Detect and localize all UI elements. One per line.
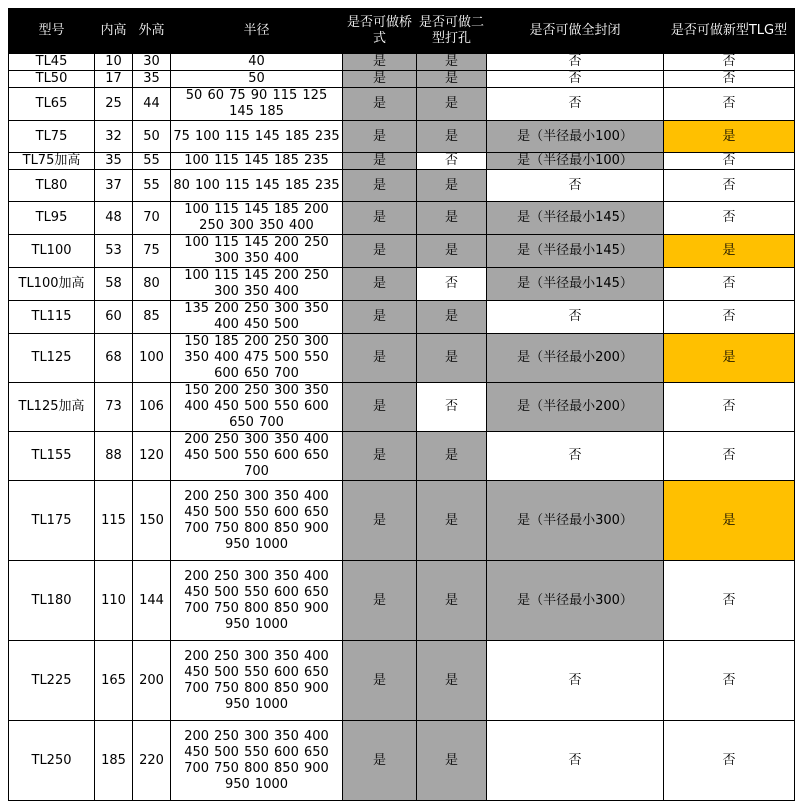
radius-cell: 50 60 75 90 115 125 145 185 — [171, 88, 343, 121]
bridge-cell: 是 — [343, 202, 417, 235]
radius-cell: 200 250 300 350 400 450 500 550 600 650 700 750 800 850 900 950 1000 — [171, 641, 343, 721]
bridge-cell: 是 — [343, 153, 417, 170]
tlg-cell: 否 — [664, 71, 795, 88]
radius-cell: 100 115 145 200 250 300 350 400 — [171, 268, 343, 301]
table-row — [9, 721, 795, 801]
type2-punch-cell: 是 — [417, 481, 487, 561]
table-row — [9, 153, 795, 170]
inner-height-cell: 68 — [95, 334, 133, 383]
tlg-cell: 否 — [664, 202, 795, 235]
model-cell: TL250 — [9, 721, 95, 801]
model-cell: TL100加高 — [9, 268, 95, 301]
tlg-cell: 否 — [664, 88, 795, 121]
type2-punch-cell: 是 — [417, 170, 487, 202]
table-row — [9, 268, 795, 301]
type2-punch-cell: 是 — [417, 54, 487, 71]
fully-sealed-cell: 是（半径最小145） — [487, 235, 664, 268]
bridge-cell: 是 — [343, 268, 417, 301]
outer-height-cell: 55 — [133, 170, 171, 202]
tlg-cell: 是 — [664, 121, 795, 153]
inner-height-cell: 17 — [95, 71, 133, 88]
inner-height-cell: 10 — [95, 54, 133, 71]
bridge-cell: 是 — [343, 481, 417, 561]
model-cell: TL80 — [9, 170, 95, 202]
bridge-cell: 是 — [343, 170, 417, 202]
table-row — [9, 54, 795, 71]
radius-cell: 150 185 200 250 300 350 400 475 500 550 600 650 700 — [171, 334, 343, 383]
bridge-cell: 是 — [343, 641, 417, 721]
fully-sealed-cell: 否 — [487, 721, 664, 801]
spec-table — [8, 8, 795, 801]
fully-sealed-cell: 否 — [487, 88, 664, 121]
tlg-cell: 否 — [664, 301, 795, 334]
radius-cell: 40 — [171, 54, 343, 71]
type2-punch-cell: 是 — [417, 301, 487, 334]
table-row — [9, 71, 795, 88]
model-cell: TL95 — [9, 202, 95, 235]
fully-sealed-cell: 否 — [487, 301, 664, 334]
table-row — [9, 235, 795, 268]
fully-sealed-cell: 否 — [487, 71, 664, 88]
tlg-cell: 否 — [664, 170, 795, 202]
type2-punch-cell: 是 — [417, 432, 487, 481]
bridge-cell: 是 — [343, 721, 417, 801]
inner-height-cell: 53 — [95, 235, 133, 268]
table-row — [9, 121, 795, 153]
model-cell: TL175 — [9, 481, 95, 561]
inner-height-cell: 37 — [95, 170, 133, 202]
header-tlg: 是否可做新型TLG型 — [664, 9, 795, 54]
table-row — [9, 481, 795, 561]
outer-height-cell: 120 — [133, 432, 171, 481]
radius-cell: 200 250 300 350 400 450 500 550 600 650 700 750 800 850 900 950 1000 — [171, 721, 343, 801]
radius-cell: 200 250 300 350 400 450 500 550 600 650 700 750 800 850 900 950 1000 — [171, 561, 343, 641]
inner-height-cell: 165 — [95, 641, 133, 721]
radius-cell: 100 115 145 200 250 300 350 400 — [171, 235, 343, 268]
model-cell: TL75加高 — [9, 153, 95, 170]
model-cell: TL50 — [9, 71, 95, 88]
outer-height-cell: 144 — [133, 561, 171, 641]
outer-height-cell: 106 — [133, 383, 171, 432]
tlg-cell: 是 — [664, 334, 795, 383]
tlg-cell: 否 — [664, 432, 795, 481]
inner-height-cell: 185 — [95, 721, 133, 801]
fully-sealed-cell: 否 — [487, 170, 664, 202]
tlg-cell: 是 — [664, 481, 795, 561]
table-row — [9, 641, 795, 721]
radius-cell: 100 115 145 185 235 — [171, 153, 343, 170]
type2-punch-cell: 是 — [417, 334, 487, 383]
fully-sealed-cell: 否 — [487, 432, 664, 481]
inner-height-cell: 73 — [95, 383, 133, 432]
model-cell: TL65 — [9, 88, 95, 121]
tlg-cell: 否 — [664, 641, 795, 721]
model-cell: TL125 — [9, 334, 95, 383]
outer-height-cell: 150 — [133, 481, 171, 561]
table-row — [9, 202, 795, 235]
fully-sealed-cell: 是（半径最小100） — [487, 121, 664, 153]
radius-cell: 75 100 115 145 185 235 — [171, 121, 343, 153]
type2-punch-cell: 否 — [417, 268, 487, 301]
header-outer-height: 外高 — [133, 9, 171, 54]
inner-height-cell: 58 — [95, 268, 133, 301]
radius-cell: 200 250 300 350 400 450 500 550 600 650 700 — [171, 432, 343, 481]
table-body — [9, 54, 795, 801]
tlg-cell: 否 — [664, 561, 795, 641]
outer-height-cell: 44 — [133, 88, 171, 121]
radius-cell: 100 115 145 185 200 250 300 350 400 — [171, 202, 343, 235]
outer-height-cell: 35 — [133, 71, 171, 88]
header-row — [9, 9, 795, 54]
model-cell: TL180 — [9, 561, 95, 641]
fully-sealed-cell: 是（半径最小300） — [487, 481, 664, 561]
inner-height-cell: 32 — [95, 121, 133, 153]
fully-sealed-cell: 否 — [487, 641, 664, 721]
bridge-cell: 是 — [343, 383, 417, 432]
outer-height-cell: 100 — [133, 334, 171, 383]
table-row — [9, 561, 795, 641]
type2-punch-cell: 否 — [417, 153, 487, 170]
outer-height-cell: 75 — [133, 235, 171, 268]
type2-punch-cell: 是 — [417, 202, 487, 235]
outer-height-cell: 50 — [133, 121, 171, 153]
outer-height-cell: 220 — [133, 721, 171, 801]
inner-height-cell: 25 — [95, 88, 133, 121]
type2-punch-cell: 是 — [417, 71, 487, 88]
model-cell: TL75 — [9, 121, 95, 153]
table-row — [9, 334, 795, 383]
model-cell: TL155 — [9, 432, 95, 481]
bridge-cell: 是 — [343, 54, 417, 71]
inner-height-cell: 115 — [95, 481, 133, 561]
table-row — [9, 383, 795, 432]
table-row — [9, 88, 795, 121]
model-cell: TL100 — [9, 235, 95, 268]
radius-cell: 150 200 250 300 350 400 450 500 550 600 650 700 — [171, 383, 343, 432]
tlg-cell: 否 — [664, 721, 795, 801]
model-cell: TL115 — [9, 301, 95, 334]
model-cell: TL225 — [9, 641, 95, 721]
header-type2-punch: 是否可做二型打孔 — [417, 9, 487, 54]
outer-height-cell: 55 — [133, 153, 171, 170]
tlg-cell: 否 — [664, 383, 795, 432]
bridge-cell: 是 — [343, 71, 417, 88]
header-model: 型号 — [9, 9, 95, 54]
inner-height-cell: 88 — [95, 432, 133, 481]
outer-height-cell: 30 — [133, 54, 171, 71]
type2-punch-cell: 是 — [417, 641, 487, 721]
outer-height-cell: 85 — [133, 301, 171, 334]
type2-punch-cell: 是 — [417, 88, 487, 121]
table-row — [9, 301, 795, 334]
type2-punch-cell: 否 — [417, 383, 487, 432]
fully-sealed-cell: 是（半径最小200） — [487, 383, 664, 432]
table-row — [9, 170, 795, 202]
tlg-cell: 是 — [664, 235, 795, 268]
radius-cell: 200 250 300 350 400 450 500 550 600 650 700 750 800 850 900 950 1000 — [171, 481, 343, 561]
bridge-cell: 是 — [343, 334, 417, 383]
outer-height-cell: 200 — [133, 641, 171, 721]
bridge-cell: 是 — [343, 235, 417, 268]
fully-sealed-cell: 是（半径最小300） — [487, 561, 664, 641]
fully-sealed-cell: 否 — [487, 54, 664, 71]
bridge-cell: 是 — [343, 88, 417, 121]
fully-sealed-cell: 是（半径最小100） — [487, 153, 664, 170]
tlg-cell: 否 — [664, 268, 795, 301]
bridge-cell: 是 — [343, 561, 417, 641]
type2-punch-cell: 是 — [417, 121, 487, 153]
bridge-cell: 是 — [343, 432, 417, 481]
table-row — [9, 432, 795, 481]
tlg-cell: 否 — [664, 153, 795, 170]
header-radius: 半径 — [171, 9, 343, 54]
radius-cell: 80 100 115 145 185 235 — [171, 170, 343, 202]
fully-sealed-cell: 是（半径最小200） — [487, 334, 664, 383]
bridge-cell: 是 — [343, 301, 417, 334]
tlg-cell: 否 — [664, 54, 795, 71]
outer-height-cell: 80 — [133, 268, 171, 301]
inner-height-cell: 35 — [95, 153, 133, 170]
inner-height-cell: 110 — [95, 561, 133, 641]
bridge-cell: 是 — [343, 121, 417, 153]
radius-cell: 135 200 250 300 350 400 450 500 — [171, 301, 343, 334]
inner-height-cell: 60 — [95, 301, 133, 334]
header-bridge: 是否可做桥式 — [343, 9, 417, 54]
type2-punch-cell: 是 — [417, 561, 487, 641]
fully-sealed-cell: 是（半径最小145） — [487, 202, 664, 235]
outer-height-cell: 70 — [133, 202, 171, 235]
header-fully-sealed: 是否可做全封闭 — [487, 9, 664, 54]
header-inner-height: 内高 — [95, 9, 133, 54]
type2-punch-cell: 是 — [417, 235, 487, 268]
radius-cell: 50 — [171, 71, 343, 88]
model-cell: TL125加高 — [9, 383, 95, 432]
model-cell: TL45 — [9, 54, 95, 71]
type2-punch-cell: 是 — [417, 721, 487, 801]
inner-height-cell: 48 — [95, 202, 133, 235]
fully-sealed-cell: 是（半径最小145） — [487, 268, 664, 301]
